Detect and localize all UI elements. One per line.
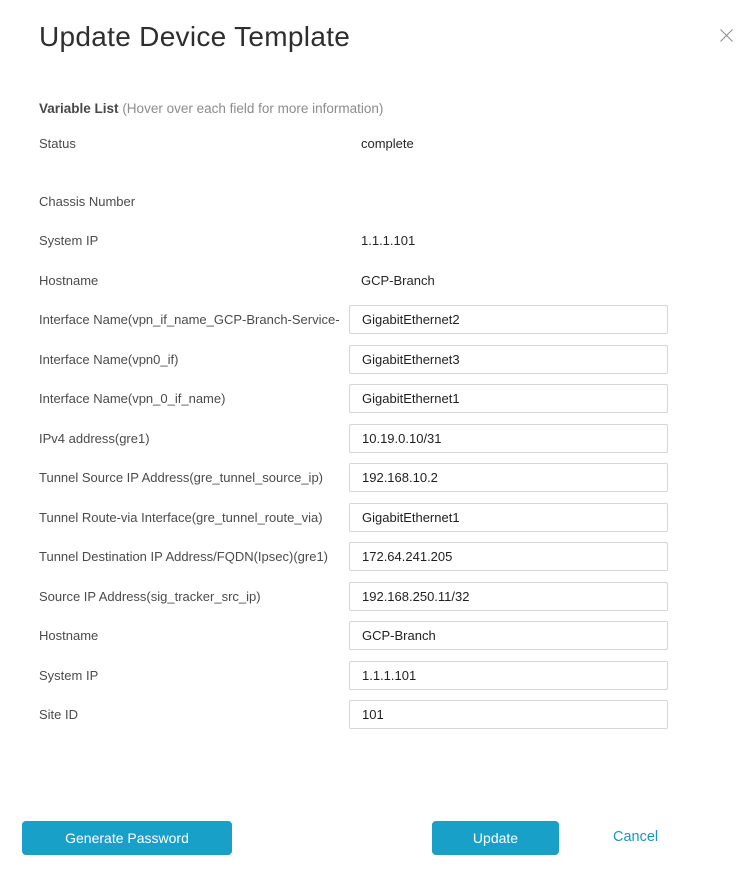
field-label: System IP [39, 233, 99, 249]
system-ip-input[interactable] [349, 661, 668, 690]
field-label: Tunnel Source IP Address(gre_tunnel_source_ip) [39, 470, 324, 486]
field-row-tunnel-route-via [0, 498, 752, 538]
tunnel-source-ip-input[interactable] [349, 463, 668, 492]
field-value: GCP-Branch [361, 272, 435, 288]
close-x-glyph [719, 28, 734, 43]
field-label: Source IP Address(sig_tracker_src_ip) [39, 588, 261, 604]
tunnel-destination-ip-input[interactable] [349, 542, 668, 571]
field-label: Tunnel Route-via Interface(gre_tunnel_route_via) [39, 509, 323, 525]
field-row-chassis-number [0, 182, 752, 222]
site-id-input[interactable] [349, 700, 668, 729]
source-ip-tracker-input[interactable] [349, 582, 668, 611]
field-row-tunnel-source-ip [0, 458, 752, 498]
interface-name-service-input[interactable] [349, 305, 668, 334]
close-icon[interactable] [717, 26, 735, 44]
interface-name-vpn0-if-input[interactable] [349, 345, 668, 374]
field-label: Status [39, 136, 76, 152]
ipv4-address-gre1-input[interactable] [349, 424, 668, 453]
field-row-tunnel-destination-ip [0, 537, 752, 577]
field-row-hostname [0, 616, 752, 656]
field-label: Site ID [39, 707, 79, 723]
variable-list-hint: (Hover over each field for more information) [122, 101, 384, 116]
page-title: Update Device Template [39, 21, 351, 52]
field-label: Interface Name(vpn0_if) [39, 351, 179, 367]
field-row-ipv4-address-gre1 [0, 419, 752, 459]
field-row-interface-name-vpn0-if [0, 340, 752, 380]
field-label: IPv4 address(gre1) [39, 430, 150, 446]
update-button[interactable]: Update [432, 821, 559, 855]
hostname-input[interactable] [349, 621, 668, 650]
variable-list-label: Variable List [39, 101, 119, 116]
field-row-system-ip-readonly [0, 221, 752, 261]
field-label: Hostname [39, 272, 99, 288]
field-label: Chassis Number [39, 193, 136, 209]
modal-footer [0, 821, 752, 855]
tunnel-route-via-input[interactable] [349, 503, 668, 532]
generate-password-button[interactable]: Generate Password [22, 821, 232, 855]
field-row-site-id [0, 695, 752, 735]
field-value: 1.1.1.101 [361, 233, 416, 249]
field-row-interface-name-vpn0-if-name [0, 379, 752, 419]
field-row-source-ip-tracker [0, 577, 752, 617]
cancel-link[interactable]: Cancel [613, 829, 659, 845]
variable-list-heading [39, 101, 752, 116]
field-label: Hostname [39, 628, 99, 644]
field-row-interface-name-service [0, 300, 752, 340]
field-label: System IP [39, 667, 99, 683]
field-value: complete [361, 136, 414, 152]
variable-list [0, 124, 752, 735]
field-row-system-ip [0, 656, 752, 696]
field-label: Interface Name(vpn_if_name_GCP-Branch-Service- [39, 312, 340, 328]
field-label: Tunnel Destination IP Address/FQDN(Ipsec)(gre1) [39, 549, 329, 565]
field-row-hostname-readonly [0, 261, 752, 301]
field-row-status [0, 124, 752, 164]
field-label: Interface Name(vpn_0_if_name) [39, 391, 226, 407]
interface-name-vpn0-if-name-input[interactable] [349, 384, 668, 413]
